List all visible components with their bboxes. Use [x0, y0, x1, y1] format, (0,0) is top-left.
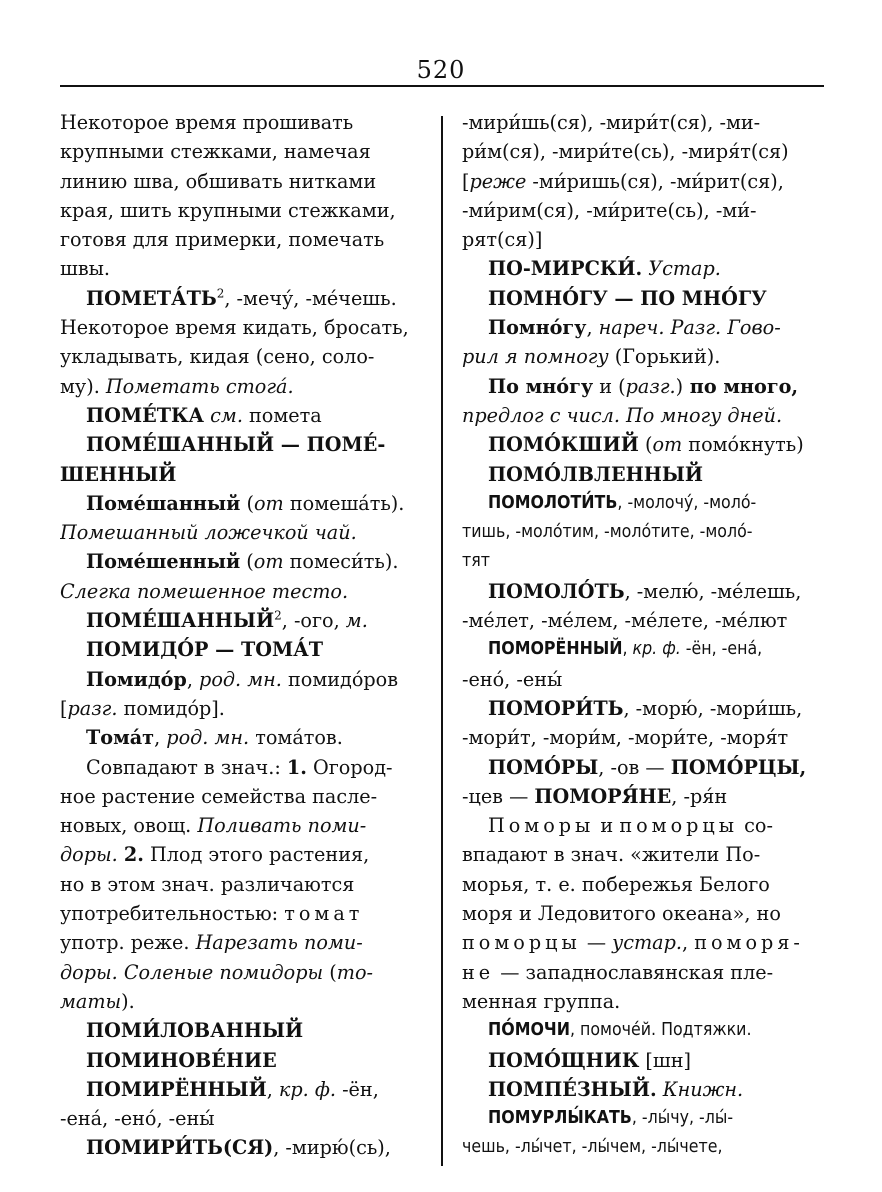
page-number: 520 [416, 56, 466, 84]
italic-text: м. [345, 609, 368, 633]
text-segment: , [586, 316, 599, 340]
text-segment: Поморы [488, 814, 595, 838]
text-line [462, 723, 824, 752]
text-line [462, 460, 824, 489]
headword: ПОМИРЁННЫЙ [86, 1077, 267, 1101]
text-segment: тома́тов. [249, 726, 343, 750]
text-segment: -мири́шь(ся), -мири́т(ся), -ми- [462, 111, 761, 134]
text-segment: -ме́лет, -ме́лем, -ме́лете, -ме́лют [462, 609, 788, 633]
headword: Тома́т [86, 726, 155, 750]
italic-text: кр. ф. [632, 639, 681, 660]
text-segment: Некоторое время кидать, бросать, [60, 316, 409, 340]
headword: ПОМО́КШИЙ [488, 433, 639, 457]
text-segment: помо́кнуть) [682, 433, 804, 457]
text-line [462, 1133, 824, 1162]
text-segment: , -морю́, -мори́шь, [623, 696, 803, 720]
headword: Помидо́р [86, 667, 187, 691]
text-segment: , помоче́й. Подтяжки. [569, 1020, 752, 1041]
text-segment: чешь, -лы́чет, -лы́чем, -лы́чете, [462, 1137, 723, 1158]
text-line [462, 1046, 824, 1075]
text-segment: помеси́ть). [283, 550, 399, 574]
headword: ПОМОРИ́ТЬ [488, 696, 624, 720]
italic-text: см. [204, 403, 243, 427]
text-line [60, 782, 420, 811]
text-line [462, 665, 824, 694]
text-segment: готовя для примерки, помечать [60, 228, 385, 252]
text-line [60, 108, 420, 137]
text-line [462, 342, 824, 371]
headword: ПОМИДО́Р — ТОМА́Т [86, 638, 324, 662]
text-line [462, 372, 824, 401]
text-line [462, 987, 824, 1016]
text-segment: поморцы [462, 931, 581, 955]
text-line [462, 1104, 824, 1133]
italic-text: Пометать стога́. [105, 374, 294, 398]
text-segment: [шн] [639, 1048, 692, 1072]
text-segment: ) [675, 374, 684, 398]
text-segment: ри́м(ся), -мири́те(сь), -миря́т(ся) [462, 140, 789, 164]
italic-text: от [254, 491, 284, 515]
text-line [60, 284, 420, 313]
text-segment: , [186, 667, 200, 691]
text-segment: -ми́ришь(ся), -ми́рит(ся), [526, 169, 784, 193]
text-segment: Некоторое время прошивать [60, 111, 354, 134]
text-segment: , -ря́н [671, 784, 728, 808]
headword: ПОМО́ЩНИК [488, 1048, 640, 1072]
text-line [60, 518, 420, 547]
text-segment: помеша́ть). [283, 491, 405, 515]
text-segment: , [682, 931, 695, 955]
text-segment: -мори́т, -мори́м, -мори́те, -моря́т [462, 726, 789, 750]
text-line [462, 606, 824, 635]
italic-text: род. мн. [199, 667, 282, 691]
text-line [60, 401, 420, 430]
text-segment: му). [60, 374, 106, 398]
text-line [60, 1016, 420, 1045]
italic-text: устар. [612, 931, 683, 955]
text-line [462, 401, 824, 430]
text-line [60, 723, 420, 752]
text-segment: но в этом знач. различаются [60, 872, 355, 896]
text-segment: и [594, 814, 620, 838]
italic-text: от [652, 433, 683, 457]
headword: ПОМО́ЛВЛЕННЫЙ [488, 462, 704, 486]
headword: по много, [683, 374, 799, 398]
text-line [60, 928, 420, 957]
italic-text: от [253, 550, 284, 574]
headword: По мно́гу [488, 374, 594, 398]
text-line [60, 1046, 420, 1075]
text-line [60, 870, 420, 899]
text-segment: новых, овощ. [60, 814, 198, 838]
text-line [60, 225, 420, 254]
text-line [462, 430, 824, 459]
text-segment: линию шва, обшивать нитками [60, 169, 377, 193]
text-line [462, 284, 824, 313]
text-line [462, 225, 824, 254]
text-line [462, 196, 824, 225]
headword: ПОМИРИ́ТЬ(СЯ) [86, 1136, 274, 1160]
text-segment: , -мечу́, -ме́чешь. [224, 286, 397, 310]
text-segment: 2 [216, 286, 225, 301]
text-segment: со- [738, 814, 773, 838]
text-line [60, 430, 420, 459]
text-line [60, 489, 420, 518]
headword: ПОМОРЯ́НЕ [534, 784, 672, 808]
headword: ПОМПЕ́ЗНЫЙ. [488, 1077, 657, 1101]
text-segment: помидо́р]. [117, 696, 225, 720]
text-line [462, 928, 824, 957]
text-segment: , -молочу́, -моло́- [617, 492, 757, 513]
text-segment: , -ого, [281, 609, 346, 633]
italic-text: нареч. Разг. Гово- [598, 316, 781, 340]
text-line [60, 811, 420, 840]
text-line [60, 606, 420, 635]
italic-text: Слегка помешенное тесто. [60, 579, 349, 603]
text-segment: 2 [274, 608, 282, 623]
italic-text: Помешанный ложечкой чай. [60, 521, 357, 545]
text-segment: помидо́ров [281, 667, 399, 691]
italic-text: рил я помногу [462, 345, 609, 369]
text-segment: , [622, 639, 633, 660]
text-line [60, 899, 420, 928]
text-segment: ное растение семейства пасле- [60, 784, 378, 808]
text-line [60, 987, 420, 1016]
headword: ПОМО́РЦЫ, [670, 755, 807, 779]
text-segment: рят(ся)] [462, 228, 543, 252]
text-segment: [ [60, 696, 68, 720]
headword: ПОМНО́ГУ — ПО МНО́ГУ [488, 286, 767, 310]
text-segment: крупными стежками, намечая [60, 140, 371, 164]
text-line [60, 1104, 420, 1133]
text-line [462, 313, 824, 342]
headword: ПОМЕ́ТКА [86, 403, 205, 427]
text-line [462, 958, 824, 987]
headword: ПОМОРЁННЫЙ [488, 639, 623, 660]
text-line [60, 753, 420, 782]
text-line [60, 137, 420, 166]
italic-text: доры. Соленые помидоры [60, 960, 324, 984]
headword: Поме́шанный [86, 491, 241, 515]
headword: ПОМЕ́ШАННЫЙ [86, 609, 275, 633]
text-line [60, 372, 420, 401]
text-segment: , -мелю́, -ме́лешь, [624, 579, 802, 603]
text-segment: -ён, [335, 1077, 379, 1101]
text-line [60, 254, 420, 283]
text-segment: ( [638, 433, 653, 457]
text-line [462, 577, 824, 606]
text-line [462, 1016, 824, 1045]
italic-text: разг. [625, 374, 676, 398]
text-segment: укладывать, кидая (сено, соло- [60, 345, 375, 369]
text-line [462, 870, 824, 899]
text-line [462, 753, 824, 782]
text-segment: Совпадают в знач.: [86, 755, 287, 779]
headword: ПО́МОЧИ [488, 1020, 570, 1041]
italic-text: реже [469, 169, 527, 193]
text-line [60, 665, 420, 694]
headword: ПО-МИРСКИ́. [488, 257, 643, 281]
italic-text: Поливать поми- [197, 814, 367, 838]
italic-text: разг. [67, 696, 118, 720]
text-segment: и ( [593, 374, 626, 398]
text-segment: -ено́, -ены́ [462, 667, 563, 691]
text-segment: поморя- [694, 931, 804, 955]
text-line [462, 1075, 824, 1104]
left-column [60, 108, 420, 1168]
text-segment: ( [323, 960, 337, 984]
text-line [60, 342, 420, 371]
right-column [462, 108, 824, 1168]
headword: ПОМЕ́ШАННЫЙ — ПОМЕ́- [86, 433, 386, 457]
text-segment: — западнославянская пле- [494, 960, 774, 984]
text-line [60, 958, 420, 987]
italic-text: кр. ф. [278, 1077, 336, 1101]
headword: ШЕННЫЙ [60, 462, 177, 486]
text-line [462, 137, 824, 166]
headword: ПОМЕТА́ТЬ [86, 286, 217, 310]
headword: ПОМОЛОТИ́ТЬ [488, 492, 618, 513]
column-divider [441, 116, 443, 1166]
text-line [60, 635, 420, 664]
text-segment: употр. реже. [60, 931, 196, 955]
text-line [60, 460, 420, 489]
italic-text: Устар. [648, 257, 721, 281]
text-segment: , [266, 1077, 279, 1101]
text-segment: , -мирю́(сь), [273, 1136, 391, 1160]
text-line [462, 108, 824, 137]
headword: 2. [123, 843, 144, 867]
text-line [462, 254, 824, 283]
text-segment: -ми́рим(ся), -ми́рите(сь), -ми́- [462, 198, 757, 222]
text-line [462, 635, 824, 664]
headword: ПОМИНОВЕ́НИЕ [86, 1048, 277, 1072]
headword: ПОМО́РЫ [488, 755, 599, 779]
text-segment: поморцы [619, 814, 739, 838]
text-segment: тят [462, 551, 490, 572]
text-line [462, 167, 824, 196]
text-segment: швы. [60, 257, 111, 281]
text-segment: -цев — [462, 784, 535, 808]
italic-text: доры. [60, 843, 118, 867]
text-line [462, 547, 824, 576]
text-line [60, 577, 420, 606]
text-segment: томат [284, 902, 364, 926]
text-segment: -ён, -ена́, [680, 639, 763, 660]
text-line [60, 1075, 420, 1104]
headword: Поме́шенный [86, 550, 241, 574]
text-segment: морья, т. е. побережья Белого [462, 872, 770, 896]
text-segment: края, шить крупными стежками, [60, 198, 396, 222]
text-line [60, 840, 420, 869]
text-segment: помета [242, 403, 322, 427]
text-segment: , [154, 726, 167, 750]
text-segment: -ена́, -ено́, -ены́ [60, 1107, 215, 1131]
header-rule [60, 85, 824, 87]
headword: 1. [286, 755, 307, 779]
text-line [60, 167, 420, 196]
text-segment: — [580, 931, 613, 955]
text-segment: впадают в знач. «жители По- [462, 843, 761, 867]
text-segment: , -лы́чу, -лы́- [631, 1108, 734, 1129]
text-line [462, 782, 824, 811]
text-line [462, 694, 824, 723]
text-segment: моря и Ледовитого океана», но [462, 902, 781, 926]
text-segment: ( [240, 550, 254, 574]
text-line [462, 811, 824, 840]
text-segment: [ [462, 169, 470, 193]
italic-text: маты [60, 989, 122, 1013]
text-segment: не [462, 960, 495, 984]
headword: ПОМОЛО́ТЬ [488, 579, 625, 603]
italic-text: Книжн. [662, 1077, 744, 1101]
text-segment: менная группа. [462, 989, 621, 1013]
text-segment: , -ов — [598, 755, 671, 779]
text-segment: Плод этого растения, [143, 843, 370, 867]
headword: Помно́гу [488, 316, 587, 340]
italic-text: Нарезать поми- [195, 931, 363, 955]
text-line [462, 840, 824, 869]
headword: ПОМИ́ЛОВАННЫЙ [86, 1019, 304, 1043]
text-segment: (Горький). [608, 345, 721, 369]
text-segment: ( [240, 491, 254, 515]
text-line [60, 313, 420, 342]
text-segment: Огород- [306, 755, 393, 779]
text-line [60, 694, 420, 723]
text-line [60, 1133, 420, 1162]
headword: ПОМУРЛЫ́КАТЬ [488, 1108, 632, 1129]
text-segment: ). [121, 989, 135, 1013]
text-line [462, 518, 824, 547]
text-segment: употребительностью: [60, 902, 285, 926]
text-line [60, 196, 420, 225]
italic-text: род. мн. [166, 726, 250, 750]
italic-text: предлог с числ. По многу дней. [462, 403, 783, 427]
text-segment: тишь, -моло́тим, -моло́тите, -моло́- [462, 522, 753, 543]
italic-text: то- [336, 960, 373, 984]
text-line [462, 489, 824, 518]
text-line [60, 547, 420, 576]
text-line [462, 899, 824, 928]
